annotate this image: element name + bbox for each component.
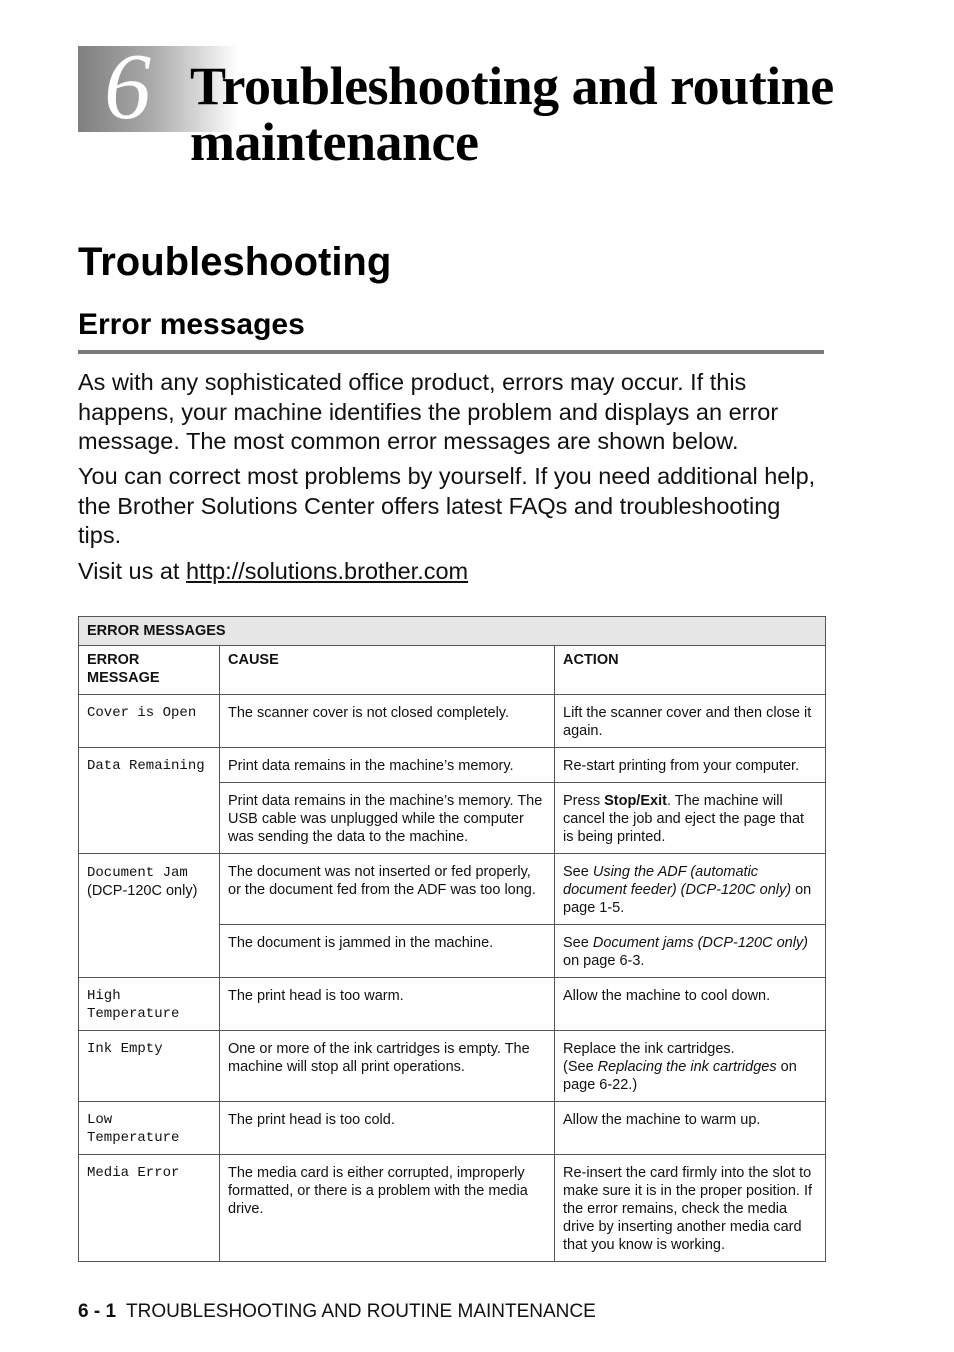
table-row (79, 978, 826, 1031)
error-cell: Low Temperature (79, 1102, 220, 1155)
chapter-title (190, 58, 834, 170)
error-cell: High Temperature (79, 978, 220, 1031)
chapter-number: 6 (104, 35, 151, 139)
header-error-message: ERROR MESSAGE (79, 646, 220, 695)
table-row (79, 695, 826, 748)
page-reference: Replacing the ink cartridges (597, 1059, 777, 1075)
error-cell: Ink Empty (79, 1031, 220, 1102)
table-row (79, 1155, 826, 1262)
table-row (79, 854, 826, 925)
error-cell: Cover is Open (79, 695, 220, 748)
intro-paragraph: As with any sophisticated office product, errors may occur. If this happens, your machine identifies the problem and displays an error message. The most common error messages are shown below. (78, 369, 779, 454)
stop-exit-key: Stop/Exit (604, 793, 667, 809)
subsection-rule (78, 350, 824, 354)
error-cell: Media Error (79, 1155, 220, 1262)
page-reference: Document jams (DCP-120C only) (592, 935, 808, 951)
action-cell (555, 783, 826, 854)
action-text: on page 1-5. (563, 882, 812, 916)
action-text: Replace the ink cartridges. (563, 1041, 735, 1057)
header-action: ACTION (555, 646, 826, 695)
page-footer (78, 1301, 596, 1323)
cause-cell: The print head is too warm. (220, 978, 555, 1031)
action-cell: Re-insert the card firmly into the slot to make sure it is in the proper position. If the error remains, check the media drive by inserting another media card that you know is working. (555, 1155, 826, 1262)
action-cell (555, 925, 826, 978)
help-paragraph: You can correct most problems by yourself. If you need additional help, the Brother Solutions Center offers latest FAQs and troubleshooting tips. (78, 463, 816, 548)
page-number: 6 - 1 (78, 1301, 117, 1322)
table-row (79, 1031, 826, 1102)
action-cell: Lift the scanner cover and then close it again. (555, 695, 826, 748)
error-messages-table (78, 616, 826, 1262)
action-text: (See (563, 1059, 598, 1075)
solutions-link[interactable]: http://solutions.brother.com (185, 558, 469, 584)
visit-prefix: Visit us at (78, 558, 186, 584)
error-cell: Data Remaining (79, 748, 220, 854)
action-cell: Allow the machine to warm up. (555, 1102, 826, 1155)
header-cause: CAUSE (220, 646, 555, 695)
error-code: Document Jam (87, 865, 188, 881)
visit-paragraph (78, 557, 828, 587)
error-note: (DCP-120C only) (87, 883, 198, 899)
action-cell: Allow the machine to cool down. (555, 978, 826, 1031)
action-text: See (563, 935, 593, 951)
table-row (79, 1102, 826, 1155)
chapter-title-line1: Troubleshooting and routine (190, 56, 834, 116)
action-text: Press (563, 793, 605, 809)
page-reference: Using the ADF (automatic document feeder) (DCP-120C only) (563, 864, 792, 898)
action-text: on page 6-3. (563, 953, 645, 969)
table-banner: ERROR MESSAGES (79, 617, 826, 646)
action-cell (555, 854, 826, 925)
table-row (79, 748, 826, 783)
cause-cell: One or more of the ink cartridges is empty. The machine will stop all print operations. (220, 1031, 555, 1102)
chapter-title-line2: maintenance (190, 112, 479, 172)
section-heading: Troubleshooting (78, 240, 392, 284)
action-cell (555, 1031, 826, 1102)
action-text: See (563, 864, 593, 880)
cause-cell: The scanner cover is not closed completely. (220, 695, 555, 748)
action-cell: Re-start printing from your computer. (555, 748, 826, 783)
cause-cell: The print head is too cold. (220, 1102, 555, 1155)
error-cell (79, 854, 220, 978)
cause-cell: The media card is either corrupted, improperly formatted, or there is a problem with the media drive. (220, 1155, 555, 1262)
cause-cell: The document was not inserted or fed properly, or the document fed from the ADF was too long. (220, 854, 555, 925)
cause-cell: Print data remains in the machine’s memory. (220, 748, 555, 783)
subsection-heading: Error messages (78, 308, 305, 341)
action-text: on page 6-22.) (563, 1059, 797, 1093)
chapter-header (78, 35, 858, 196)
action-text: . The machine will cancel the job and eject the page that is being printed. (563, 793, 805, 845)
footer-title: TROUBLESHOOTING AND ROUTINE MAINTENANCE (126, 1301, 596, 1322)
cause-cell: The document is jammed in the machine. (220, 925, 555, 978)
cause-cell: Print data remains in the machine’s memory. The USB cable was unplugged while the computer was sending the data to the machine. (220, 783, 555, 854)
